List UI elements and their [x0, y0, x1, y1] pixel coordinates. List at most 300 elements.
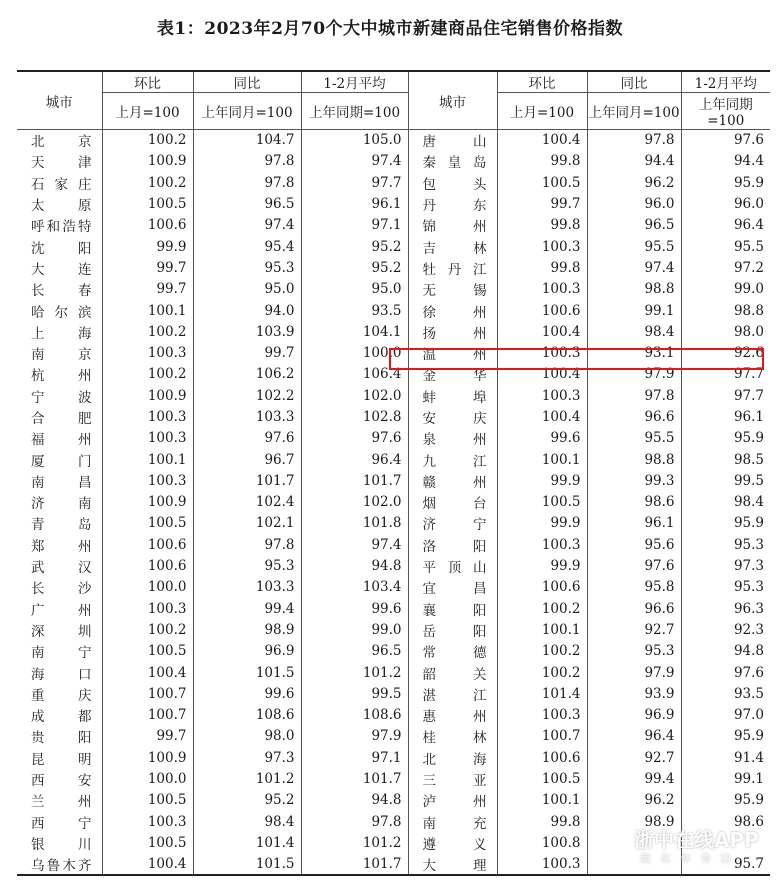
- cell-avg-left: 97.4: [301, 534, 408, 555]
- cell-tb-right: 95.5: [587, 428, 681, 449]
- cell-city-right: 无锡: [408, 279, 497, 300]
- cell-hb-left: 100.7: [102, 683, 193, 704]
- cell-avg-right: 98.0: [681, 321, 770, 342]
- cell-hb-left: 100.9: [102, 151, 193, 172]
- cell-hb-left: 100.5: [102, 641, 193, 662]
- cell-city-left: 济南: [31, 496, 92, 513]
- table-row: [17, 726, 770, 747]
- cell-tb-left: 94.0: [193, 300, 301, 321]
- cell-hb-left: 100.2: [102, 321, 193, 342]
- table-row: [17, 577, 770, 598]
- header-city-right: 城市: [408, 71, 497, 130]
- header-hb-right: 环比: [497, 71, 587, 93]
- cell-city-right: 洛阳: [408, 534, 497, 555]
- cell-hb-right: 99.9: [497, 470, 587, 491]
- cell-city-left: 哈尔滨: [31, 304, 92, 321]
- cell-city-left: 广州: [31, 602, 92, 619]
- cell-hb-left: 100.9: [102, 747, 193, 768]
- svg-text:LOOK: LOOK: [593, 841, 627, 854]
- table-row: [17, 513, 770, 534]
- cell-tb-right: 99.4: [587, 768, 681, 789]
- table-row: [17, 321, 770, 342]
- cell-city-right: 襄阳: [408, 598, 497, 619]
- cell-hb-right: 99.9: [497, 555, 587, 576]
- cell-avg-right: 94.4: [681, 151, 770, 172]
- cell-city-right: 桂林: [408, 726, 497, 747]
- table-row: [17, 130, 770, 151]
- cell-hb-left: 100.3: [102, 428, 193, 449]
- cell-city-right: 韶关: [408, 662, 497, 683]
- cell-avg-left: 105.0: [301, 130, 408, 151]
- cell-tb-right: 96.2: [587, 172, 681, 193]
- cell-tb-left: 97.8: [193, 151, 301, 172]
- cell-avg-right: 95.7: [681, 854, 770, 875]
- cell-avg-right: 99.5: [681, 470, 770, 491]
- cell-avg-right: 97.6: [681, 662, 770, 683]
- cell-city-right: 温州: [408, 342, 497, 363]
- cell-avg-right: 92.3: [681, 619, 770, 640]
- table-row: [17, 705, 770, 726]
- table-row: [17, 300, 770, 321]
- cell-tb-left: 96.5: [193, 193, 301, 214]
- cell-tb-left: 106.2: [193, 364, 301, 385]
- header-avg-left: 1-2月平均: [301, 71, 408, 93]
- cell-tb-right: 99.1: [587, 300, 681, 321]
- cell-avg-left: 97.9: [301, 726, 408, 747]
- watermark-slogan: 就在你身边: [640, 852, 740, 865]
- table-row: [17, 683, 770, 704]
- cell-city-right: 唐山: [408, 130, 497, 151]
- cell-tb-right: 96.0: [587, 193, 681, 214]
- cell-hb-left: 100.9: [102, 492, 193, 513]
- cell-avg-left: 102.0: [301, 492, 408, 513]
- cell-tb-left: 96.9: [193, 641, 301, 662]
- cell-avg-right: 95.5: [681, 236, 770, 257]
- table-row: [17, 492, 770, 513]
- cell-city-right: 金华: [408, 364, 497, 385]
- cell-city-right: 赣州: [408, 470, 497, 491]
- cell-avg-right: 96.3: [681, 598, 770, 619]
- cell-avg-left: 104.1: [301, 321, 408, 342]
- cell-hb-left: 100.6: [102, 555, 193, 576]
- cell-avg-left: 96.1: [301, 193, 408, 214]
- watermark-brand: 浙中在线APP: [634, 828, 759, 852]
- cell-hb-right: 99.8: [497, 215, 587, 236]
- cell-city-right: 北海: [408, 747, 497, 768]
- cell-hb-left: 100.2: [102, 172, 193, 193]
- table-row: [17, 641, 770, 662]
- cell-city-left: 昆明: [31, 751, 92, 768]
- cell-avg-right: 96.4: [681, 215, 770, 236]
- table-row: [17, 811, 770, 832]
- cell-hb-left: 100.7: [102, 705, 193, 726]
- cell-tb-left: 95.2: [193, 790, 301, 811]
- page-title: 表1：2023年2月70个大中城市新建商品住宅销售价格指数: [156, 19, 624, 39]
- cell-city-right: 宜昌: [408, 577, 497, 598]
- header-tb-base-left: 上年同月=100: [193, 93, 301, 130]
- cell-city-right: 泉州: [408, 428, 497, 449]
- header-tb-base-right: 上年同月=100: [587, 93, 681, 130]
- cell-tb-left: 97.3: [193, 747, 301, 768]
- table-row: [17, 364, 770, 385]
- cell-city-right: 济宁: [408, 513, 497, 534]
- cell-hb-left: 100.0: [102, 768, 193, 789]
- cell-avg-right: 97.7: [681, 385, 770, 406]
- cell-tb-left: 101.2: [193, 768, 301, 789]
- cell-avg-right: 95.9: [681, 428, 770, 449]
- cell-avg-left: 103.4: [301, 577, 408, 598]
- cell-hb-right: 100.3: [497, 534, 587, 555]
- cell-hb-right: 100.4: [497, 364, 587, 385]
- cell-hb-right: 100.5: [497, 492, 587, 513]
- table-row: [17, 193, 770, 214]
- cell-city-left: 重庆: [31, 687, 92, 704]
- cell-tb-right: 97.6: [587, 555, 681, 576]
- cell-avg-left: 101.7: [301, 768, 408, 789]
- cell-city-left: 厦门: [31, 453, 92, 470]
- cell-city-right: 湛江: [408, 683, 497, 704]
- header-tb-right: 同比: [587, 71, 681, 93]
- cell-avg-left: 101.2: [301, 832, 408, 853]
- cell-city-left: 宁波: [31, 389, 92, 406]
- table-row: [17, 257, 770, 278]
- cell-hb-right: 99.9: [497, 513, 587, 534]
- cell-hb-left: 100.6: [102, 534, 193, 555]
- cell-city-right: 三亚: [408, 768, 497, 789]
- cell-tb-left: 97.8: [193, 534, 301, 555]
- cell-avg-left: 99.6: [301, 598, 408, 619]
- header-avg-base-left: 上年同期=100: [301, 93, 408, 130]
- cell-hb-right: 100.3: [497, 385, 587, 406]
- cell-avg-right: 98.4: [681, 492, 770, 513]
- table-row: [17, 215, 770, 236]
- cell-avg-right: 97.7: [681, 364, 770, 385]
- cell-hb-left: 100.0: [102, 577, 193, 598]
- cell-hb-left: 100.6: [102, 215, 193, 236]
- cell-city-left: 武汉: [31, 560, 92, 577]
- cell-city-left: 杭州: [31, 368, 92, 385]
- table-row: [17, 790, 770, 811]
- cell-avg-right: 99.0: [681, 279, 770, 300]
- cell-city-right: 平顶山: [408, 555, 497, 576]
- cell-avg-right: 95.9: [681, 726, 770, 747]
- cell-tb-right: 97.9: [587, 662, 681, 683]
- cell-tb-left: 98.0: [193, 726, 301, 747]
- cell-hb-right: 100.4: [497, 406, 587, 427]
- cell-tb-right: 97.8: [587, 385, 681, 406]
- cell-city-left: 长春: [31, 283, 92, 300]
- cell-avg-right: 95.3: [681, 534, 770, 555]
- cell-avg-left: 97.4: [301, 151, 408, 172]
- cell-hb-left: 100.4: [102, 662, 193, 683]
- cell-avg-left: 97.8: [301, 811, 408, 832]
- cell-city-left: 海口: [31, 666, 92, 683]
- cell-hb-right: 100.3: [497, 342, 587, 363]
- cell-avg-left: 101.7: [301, 470, 408, 491]
- cell-tb-right: 98.4: [587, 321, 681, 342]
- cell-avg-left: 100.0: [301, 342, 408, 363]
- cell-avg-right: 98.5: [681, 449, 770, 470]
- cell-avg-right: 91.4: [681, 747, 770, 768]
- cell-hb-right: 100.6: [497, 300, 587, 321]
- cell-hb-right: 100.1: [497, 790, 587, 811]
- table-row: [17, 662, 770, 683]
- cell-city-left: 深圳: [31, 623, 92, 640]
- cell-city-left: 贵阳: [31, 730, 92, 747]
- cell-tb-right: 95.8: [587, 577, 681, 598]
- cell-avg-right: 98.8: [681, 300, 770, 321]
- cell-city-left: 长沙: [31, 581, 92, 598]
- cell-hb-right: 100.4: [497, 321, 587, 342]
- cell-hb-right: 100.2: [497, 641, 587, 662]
- cell-city-right: 惠州: [408, 705, 497, 726]
- cell-hb-right: 99.8: [497, 257, 587, 278]
- cell-tb-right: 96.2: [587, 790, 681, 811]
- cell-tb-right: 95.5: [587, 236, 681, 257]
- cell-city-left: 南昌: [31, 474, 92, 491]
- cell-city-right: 吉林: [408, 236, 497, 257]
- cell-city-left: 呼和浩特: [31, 219, 92, 236]
- cell-hb-right: 100.2: [497, 662, 587, 683]
- cell-tb-right: 96.6: [587, 598, 681, 619]
- cell-tb-right: 98.6: [587, 492, 681, 513]
- cell-tb-left: 98.9: [193, 619, 301, 640]
- cell-hb-right: 100.6: [497, 577, 587, 598]
- cell-avg-left: 95.0: [301, 279, 408, 300]
- header-city-left: 城市: [17, 71, 102, 130]
- cell-tb-right: [587, 832, 681, 853]
- cell-city-right: 泸州: [408, 790, 497, 811]
- cell-avg-right: 99.1: [681, 768, 770, 789]
- header-avg-base-right: 上年同期=100: [681, 93, 770, 130]
- cell-hb-right: 100.4: [497, 130, 587, 151]
- cell-city-left: 郑州: [31, 538, 92, 555]
- table-row: [17, 151, 770, 172]
- cell-city-left: 沈阳: [31, 240, 92, 257]
- price-index-table: [17, 70, 770, 876]
- cell-avg-right: 92.6: [681, 342, 770, 363]
- cell-avg-left: 108.6: [301, 705, 408, 726]
- cell-avg-right: 97.2: [681, 257, 770, 278]
- table-row: [17, 428, 770, 449]
- cell-hb-left: 100.3: [102, 342, 193, 363]
- cell-avg-left: 95.2: [301, 257, 408, 278]
- cell-tb-left: 103.3: [193, 406, 301, 427]
- cell-city-left: 大连: [31, 261, 92, 278]
- cell-hb-right: 100.5: [497, 768, 587, 789]
- cell-hb-left: 100.2: [102, 364, 193, 385]
- cell-hb-left: 100.9: [102, 385, 193, 406]
- cell-tb-left: 95.3: [193, 555, 301, 576]
- cell-tb-left: 104.7: [193, 130, 301, 151]
- cell-city-right: 南充: [408, 811, 497, 832]
- table-row: [17, 598, 770, 619]
- cell-tb-left: 101.5: [193, 854, 301, 875]
- cell-city-right: 徐州: [408, 300, 497, 321]
- cell-tb-left: 99.7: [193, 342, 301, 363]
- cell-tb-left: 102.1: [193, 513, 301, 534]
- cell-tb-left: 97.4: [193, 215, 301, 236]
- cell-hb-left: 100.2: [102, 130, 193, 151]
- cell-avg-right: 95.9: [681, 790, 770, 811]
- cell-avg-right: 97.6: [681, 130, 770, 151]
- cell-avg-left: 97.7: [301, 172, 408, 193]
- cell-tb-left: 95.3: [193, 257, 301, 278]
- cell-avg-left: 99.0: [301, 619, 408, 640]
- cell-avg-left: 95.2: [301, 236, 408, 257]
- cell-tb-right: 96.6: [587, 406, 681, 427]
- cell-avg-right: 96.1: [681, 406, 770, 427]
- cell-city-left: 北京: [31, 134, 92, 151]
- cell-hb-left: 100.5: [102, 513, 193, 534]
- cell-hb-left: 99.9: [102, 236, 193, 257]
- cell-tb-left: 101.4: [193, 832, 301, 853]
- cell-tb-right: 95.3: [587, 641, 681, 662]
- cell-hb-right: 100.1: [497, 619, 587, 640]
- cell-tb-right: 92.7: [587, 619, 681, 640]
- table-row: [17, 832, 770, 853]
- cell-hb-right: 99.8: [497, 151, 587, 172]
- table-row: [17, 342, 770, 363]
- cell-city-right: 丹东: [408, 193, 497, 214]
- header-hb-left: 环比: [102, 71, 193, 93]
- cell-city-right: 岳阳: [408, 619, 497, 640]
- header-tb-left: 同比: [193, 71, 301, 93]
- cell-tb-right: 96.5: [587, 215, 681, 236]
- cell-avg-right: [681, 832, 770, 853]
- cell-hb-left: 100.3: [102, 470, 193, 491]
- cell-hb-left: 100.5: [102, 790, 193, 811]
- cell-hb-right: 100.8: [497, 832, 587, 853]
- cell-tb-left: 96.7: [193, 449, 301, 470]
- cell-tb-right: 96.4: [587, 726, 681, 747]
- cell-city-right: 常德: [408, 641, 497, 662]
- cell-avg-right: 95.9: [681, 172, 770, 193]
- table-body: [17, 130, 770, 875]
- cell-avg-right: 95.9: [681, 513, 770, 534]
- cell-tb-right: 97.4: [587, 257, 681, 278]
- cell-hb-right: 100.3: [497, 236, 587, 257]
- cell-tb-left: 95.4: [193, 236, 301, 257]
- cell-tb-right: 92.7: [587, 747, 681, 768]
- cell-tb-left: 97.8: [193, 172, 301, 193]
- cell-city-left: 南宁: [31, 645, 92, 662]
- cell-city-right: 烟台: [408, 492, 497, 513]
- cell-city-right: 扬州: [408, 321, 497, 342]
- cell-hb-left: 99.7: [102, 726, 193, 747]
- cell-tb-left: 101.7: [193, 470, 301, 491]
- cell-city-left: 太原: [31, 198, 92, 215]
- cell-city-left: 成都: [31, 709, 92, 726]
- cell-hb-left: 99.7: [102, 257, 193, 278]
- cell-tb-right: 99.3: [587, 470, 681, 491]
- cell-tb-right: 96.1: [587, 513, 681, 534]
- cell-avg-left: 93.5: [301, 300, 408, 321]
- cell-tb-right: 98.8: [587, 279, 681, 300]
- cell-hb-right: 100.5: [497, 172, 587, 193]
- cell-avg-right: 97.0: [681, 705, 770, 726]
- cell-hb-right: 100.3: [497, 279, 587, 300]
- cell-hb-right: 100.3: [497, 854, 587, 875]
- cell-tb-right: 96.9: [587, 705, 681, 726]
- header-avg-right: 1-2月平均: [681, 71, 770, 93]
- cell-avg-right: 96.0: [681, 193, 770, 214]
- cell-tb-right: 98.8: [587, 449, 681, 470]
- cell-hb-left: 100.1: [102, 300, 193, 321]
- cell-city-left: 兰州: [31, 794, 92, 811]
- cell-hb-right: 99.8: [497, 811, 587, 832]
- cell-tb-right: [587, 854, 681, 875]
- cell-hb-right: 100.3: [497, 705, 587, 726]
- cell-city-left: 乌鲁木齐: [17, 854, 102, 875]
- cell-avg-left: 106.4: [301, 364, 408, 385]
- cell-hb-left: 99.7: [102, 279, 193, 300]
- cell-tb-right: 93.9: [587, 683, 681, 704]
- cell-hb-left: 100.3: [102, 406, 193, 427]
- cell-avg-left: 101.2: [301, 662, 408, 683]
- table-row: [17, 406, 770, 427]
- cell-avg-right: 97.3: [681, 555, 770, 576]
- cell-avg-right: 98.6: [681, 811, 770, 832]
- cell-hb-right: 100.7: [497, 726, 587, 747]
- cell-avg-left: 97.1: [301, 747, 408, 768]
- cell-city-left: 银川: [31, 836, 92, 853]
- cell-avg-left: 96.5: [301, 641, 408, 662]
- cell-tb-left: 103.3: [193, 577, 301, 598]
- cell-city-left: 石家庄: [31, 176, 92, 193]
- table-row: [17, 534, 770, 555]
- table-row: [17, 279, 770, 300]
- cell-city-left: 西宁: [31, 815, 92, 832]
- header-hb-base-left: 上月=100: [102, 93, 193, 130]
- cell-tb-left: 101.5: [193, 662, 301, 683]
- cell-hb-left: 100.5: [102, 832, 193, 853]
- cell-avg-right: 94.8: [681, 641, 770, 662]
- cell-hb-right: 99.7: [497, 193, 587, 214]
- cell-tb-right: 98.9: [587, 811, 681, 832]
- cell-city-right: 牡丹江: [408, 257, 497, 278]
- cell-hb-right: 100.1: [497, 449, 587, 470]
- cell-hb-left: 100.3: [102, 598, 193, 619]
- cell-avg-left: 94.8: [301, 790, 408, 811]
- table-row: [17, 747, 770, 768]
- cell-city-right: 九江: [408, 449, 497, 470]
- table-header: [17, 71, 770, 130]
- cell-city-right: 包头: [408, 172, 497, 193]
- cell-avg-left: 101.7: [301, 854, 408, 875]
- cell-city-right: 遵义: [408, 832, 497, 853]
- table-row: [17, 470, 770, 491]
- cell-hb-right: 99.6: [497, 428, 587, 449]
- cell-tb-left: 99.4: [193, 598, 301, 619]
- cell-city-right: 秦皇岛: [408, 151, 497, 172]
- cell-hb-left: 100.5: [102, 193, 193, 214]
- cell-avg-left: 97.1: [301, 215, 408, 236]
- cell-avg-left: 99.5: [301, 683, 408, 704]
- cell-tb-left: 99.6: [193, 683, 301, 704]
- cell-city-left: 西安: [31, 773, 92, 790]
- cell-city-left: 合肥: [31, 411, 92, 427]
- cell-city-left: 青岛: [31, 517, 92, 534]
- cell-city-right: 蚌埠: [408, 385, 497, 406]
- table-row: [17, 854, 770, 875]
- cell-tb-right: 97.8: [587, 130, 681, 151]
- table-row: [17, 555, 770, 576]
- cell-hb-right: 100.6: [497, 747, 587, 768]
- cell-city-left: 南京: [31, 347, 92, 364]
- cell-avg-left: 101.8: [301, 513, 408, 534]
- cell-tb-left: 97.6: [193, 428, 301, 449]
